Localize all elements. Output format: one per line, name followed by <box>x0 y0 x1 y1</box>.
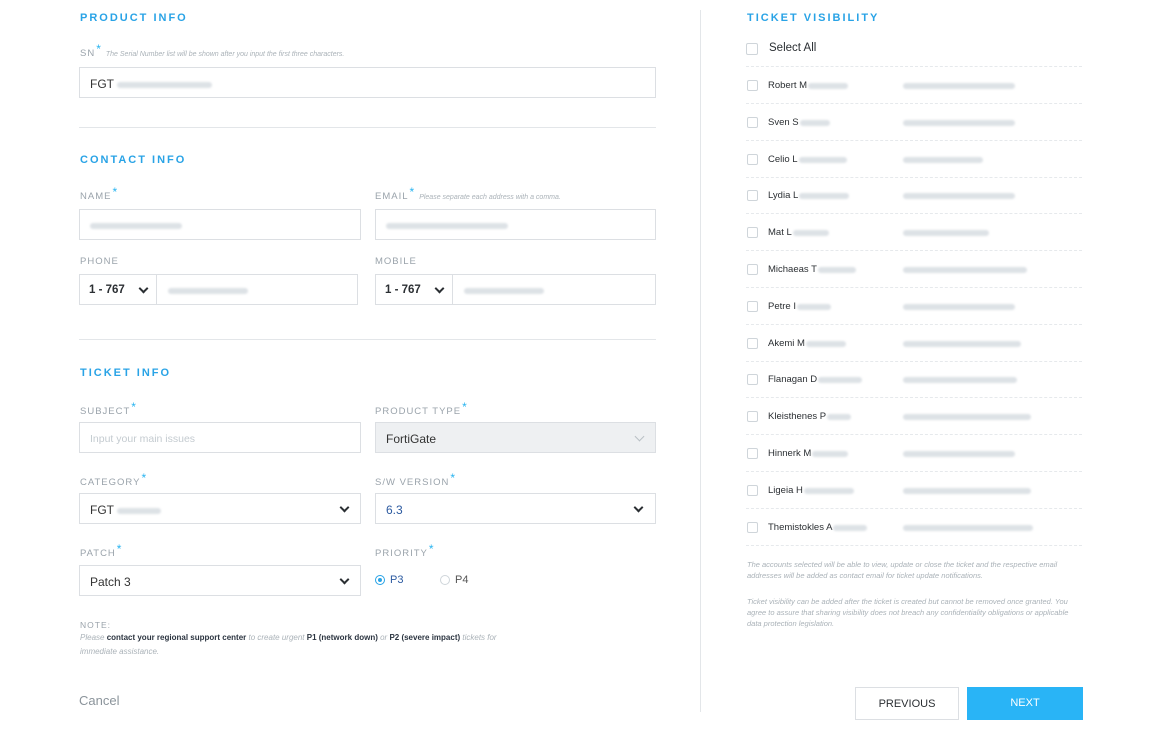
user-name: Lydia L <box>768 190 799 202</box>
sn-label-text: SN <box>80 48 96 59</box>
user-name: Michaeas T <box>768 264 817 275</box>
user-checkbox[interactable] <box>747 117 758 128</box>
column-divider <box>700 10 701 712</box>
user-name: Themistokles A <box>768 521 833 533</box>
mobile-country-code-select[interactable] <box>376 275 453 304</box>
required-marker: * <box>462 400 468 414</box>
name-input[interactable] <box>79 209 361 240</box>
required-marker: * <box>141 471 148 485</box>
note-text-part: to create urgent <box>246 633 307 642</box>
visibility-user-row[interactable] <box>746 325 1082 362</box>
user-email-redacted <box>903 267 1027 273</box>
sn-label <box>80 42 345 59</box>
visibility-user-row[interactable] <box>746 472 1082 509</box>
user-name-redacted <box>827 414 851 420</box>
user-name: Kleisthenes P <box>768 411 827 423</box>
user-checkbox[interactable] <box>747 411 758 422</box>
email-hint: Please separate each address with a comma. <box>419 194 561 201</box>
user-checkbox[interactable] <box>747 154 758 165</box>
visibility-user-row[interactable] <box>746 214 1082 251</box>
sn-redacted <box>117 82 212 88</box>
required-marker: * <box>450 471 457 485</box>
user-email-redacted <box>903 414 1031 420</box>
user-email-redacted <box>903 230 989 236</box>
visibility-user-row[interactable] <box>746 288 1082 325</box>
priority-label-text: PRIORITY <box>375 548 428 559</box>
name-label <box>80 185 119 202</box>
visibility-user-row[interactable] <box>746 251 1082 288</box>
divider <box>79 127 656 128</box>
visibility-user-row[interactable] <box>746 67 1082 104</box>
visibility-user-row[interactable] <box>746 177 1082 214</box>
user-name-redacted <box>812 451 848 457</box>
redacted-text <box>386 223 508 229</box>
chevron-down-icon <box>635 432 645 442</box>
note-text-part: tickets for <box>460 633 497 642</box>
user-checkbox[interactable] <box>747 264 758 275</box>
product-type-label <box>375 400 468 417</box>
patch-select[interactable] <box>79 565 361 596</box>
category-label-text: CATEGORY <box>80 477 141 488</box>
product-type-label-text: PRODUCT TYPE <box>375 406 462 417</box>
category-value <box>90 503 161 517</box>
subject-label <box>80 400 137 417</box>
user-checkbox[interactable] <box>747 301 758 312</box>
sn-value-text: FGT <box>90 77 114 91</box>
priority-p4-label: P4 <box>455 574 469 586</box>
previous-button[interactable]: PREVIOUS <box>855 687 959 720</box>
name-value-redacted <box>90 220 182 232</box>
visibility-user-row[interactable] <box>746 361 1082 398</box>
required-marker: * <box>116 542 123 556</box>
category-label <box>80 471 148 488</box>
phone-input[interactable] <box>158 275 357 304</box>
user-name: Celio L <box>768 153 798 165</box>
user-name-redacted <box>793 230 829 236</box>
redacted-text <box>90 223 182 229</box>
priority-option-p4[interactable] <box>440 574 500 588</box>
select-all-label: Select All <box>769 42 817 54</box>
required-marker: * <box>428 542 435 556</box>
patch-label <box>80 542 123 559</box>
user-name-redacted <box>800 120 830 126</box>
email-value-redacted <box>386 220 508 232</box>
required-marker: * <box>131 400 137 414</box>
mobile-code: 1 - 767 <box>385 284 421 296</box>
priority-option-p3[interactable] <box>375 574 435 588</box>
regional-support-link[interactable]: contact your regional support center <box>106 633 247 642</box>
patch-label-text: PATCH <box>80 548 116 559</box>
user-checkbox[interactable] <box>747 522 758 533</box>
user-name: Flanagan D <box>768 374 818 386</box>
mobile-label: MOBILE <box>375 256 417 267</box>
sw-version-label-text: S/W VERSION <box>375 477 450 488</box>
product-info-title: PRODUCT INFO <box>80 12 188 24</box>
radio-unselected[interactable] <box>440 575 450 585</box>
user-name-redacted <box>797 304 831 310</box>
sn-input[interactable] <box>79 67 656 98</box>
user-name: Petre I <box>768 300 796 312</box>
sw-version-value: 6.3 <box>386 503 403 517</box>
note-text-part: or <box>377 633 390 642</box>
note-text <box>80 631 560 659</box>
redacted-text <box>464 288 544 294</box>
email-input[interactable] <box>375 209 656 240</box>
user-checkbox[interactable] <box>747 227 758 238</box>
visibility-user-row[interactable] <box>746 104 1082 141</box>
phone-country-code-select[interactable] <box>80 275 157 304</box>
phone-input-group <box>79 274 358 305</box>
user-email-redacted <box>903 193 1015 199</box>
subject-input[interactable] <box>79 422 361 453</box>
user-name: Mat L <box>768 227 792 239</box>
user-name: Akemi M <box>768 337 805 349</box>
user-name: Ligeia H <box>768 484 803 496</box>
email-label-text: EMAIL <box>375 191 409 202</box>
select-all-checkbox[interactable] <box>746 43 758 55</box>
phone-code: 1 - 767 <box>89 284 125 296</box>
user-checkbox[interactable] <box>747 338 758 349</box>
user-checkbox[interactable] <box>747 485 758 496</box>
user-name-redacted <box>808 83 848 89</box>
user-email-redacted <box>903 83 1015 89</box>
visibility-user-row[interactable] <box>746 398 1082 435</box>
chevron-down-icon <box>340 503 350 513</box>
user-name-redacted <box>804 488 854 494</box>
user-email-redacted <box>903 451 1015 457</box>
p2-text: P2 (severe impact) <box>389 633 461 642</box>
user-name-redacted <box>833 525 867 531</box>
redacted-text <box>117 508 161 514</box>
note-text-part: Please <box>80 633 107 642</box>
user-name-redacted <box>799 157 847 163</box>
contact-info-title: CONTACT INFO <box>80 154 187 166</box>
phone-label: PHONE <box>80 256 119 267</box>
note-label: NOTE: <box>80 620 111 630</box>
name-label-text: NAME <box>80 191 112 202</box>
sn-value <box>90 77 212 91</box>
user-email-redacted <box>903 304 1015 310</box>
user-email-redacted <box>903 525 1033 531</box>
visibility-disclaimer-1: The accounts selected will be able to view, update or close the ticket and the respective email addresses will be added as contact email for ticket update notifications. <box>747 560 1058 580</box>
chevron-down-icon <box>634 503 644 513</box>
required-marker: * <box>409 185 416 199</box>
user-email-redacted <box>903 157 983 163</box>
required-marker: * <box>96 42 102 56</box>
patch-value: Patch 3 <box>90 575 131 589</box>
next-button[interactable]: NEXT <box>967 687 1083 720</box>
mobile-input-group <box>375 274 656 305</box>
user-name: Robert M <box>768 80 808 91</box>
subject-label-text: SUBJECT <box>80 406 131 417</box>
note-text-part: immediate assistance. <box>80 647 160 656</box>
category-select[interactable] <box>79 493 361 524</box>
product-type-select[interactable] <box>375 422 656 453</box>
user-checkbox[interactable] <box>747 80 758 91</box>
user-name: Sven S <box>768 116 799 128</box>
user-email-redacted <box>903 120 1015 126</box>
user-email-redacted <box>903 377 1017 383</box>
mobile-value-redacted <box>464 285 544 297</box>
subject-placeholder: Input your main issues <box>90 433 196 445</box>
user-checkbox[interactable] <box>747 190 758 201</box>
visibility-user-row[interactable] <box>746 141 1082 178</box>
select-all-row[interactable] <box>746 30 1082 67</box>
sw-version-select[interactable] <box>375 493 656 524</box>
sn-hint: The Serial Number list will be shown after you input the first three characters. <box>105 51 345 58</box>
user-checkbox[interactable] <box>747 374 758 385</box>
p1-text: P1 (network down) <box>306 633 378 642</box>
cancel-link[interactable]: Cancel <box>79 693 120 708</box>
ticket-visibility-title: TICKET VISIBILITY <box>747 12 880 24</box>
radio-selected[interactable] <box>375 575 385 585</box>
product-type-value: FortiGate <box>386 432 437 446</box>
mobile-input[interactable] <box>454 275 655 304</box>
category-value-text: FGT <box>90 503 114 517</box>
visibility-disclaimer-2: Ticket visibility can be added after the ticket is created but cannot be removed once granted. You agree to assure that sharing visibility does not breach any confidentiality obligations or applicable data protection legislation. <box>747 597 1069 628</box>
user-name-redacted <box>818 267 856 273</box>
ticket-info-title: TICKET INFO <box>80 367 172 379</box>
user-checkbox[interactable] <box>747 448 758 459</box>
visibility-user-row[interactable] <box>746 509 1082 546</box>
user-email-redacted <box>903 341 1021 347</box>
user-name-redacted <box>799 193 849 199</box>
user-name-redacted <box>806 341 846 347</box>
sw-version-label <box>375 471 457 488</box>
user-name-redacted <box>818 377 862 383</box>
user-email-redacted <box>903 488 1031 494</box>
priority-label <box>375 542 435 559</box>
visibility-user-row[interactable] <box>746 435 1082 472</box>
phone-value-redacted <box>168 285 248 297</box>
chevron-down-icon <box>435 284 445 294</box>
email-label <box>375 185 561 202</box>
chevron-down-icon <box>340 575 350 585</box>
chevron-down-icon <box>139 284 149 294</box>
divider <box>79 339 656 340</box>
redacted-text <box>168 288 248 294</box>
priority-p3-label: P3 <box>390 574 404 586</box>
user-name: Hinnerk M <box>768 448 812 459</box>
required-marker: * <box>112 185 119 199</box>
